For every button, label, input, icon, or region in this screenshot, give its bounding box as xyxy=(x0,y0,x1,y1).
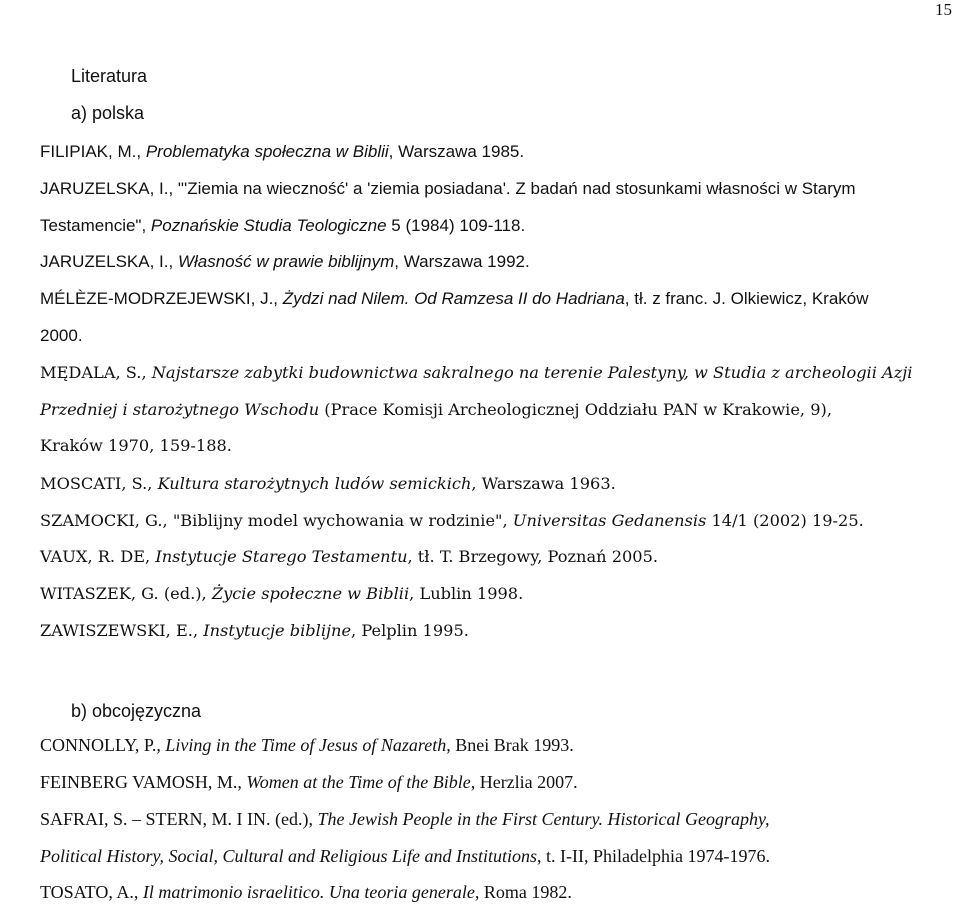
entry-author: VAUX, R. DE xyxy=(40,547,146,566)
entry-line xyxy=(40,208,960,245)
bibliography-entry xyxy=(40,281,960,354)
bibliography-entry xyxy=(40,613,960,650)
entry-author: CONNOLLY, P. xyxy=(40,735,157,755)
entry-title: Instytucje Starego Testamentu xyxy=(155,547,408,566)
entry-publication: , Warszawa 1985. xyxy=(388,142,525,161)
entry-publication: , tł. T. Brzegowy, Poznań 2005. xyxy=(407,547,659,566)
entry-author: WITASZEK, G. xyxy=(40,584,159,603)
bibliography-entry xyxy=(40,134,960,171)
entry-publication: 5 (1984) 109-118. xyxy=(386,215,526,235)
entry-title: Kultura starożytnych ludów semickich xyxy=(157,474,472,493)
entry-line xyxy=(40,355,960,392)
entry-author: SAFRAI, S. – STERN, M. I IN. xyxy=(40,809,271,829)
bibliography-entry xyxy=(40,874,960,911)
bibliography-entry xyxy=(40,355,960,465)
bibliography-entry xyxy=(40,503,960,540)
entry-separator: , xyxy=(136,142,146,161)
entry-article-title: , "'Ziemia na wieczność' a 'ziemia posiadana'. Z badań nad stosunkami własności w Starym xyxy=(168,179,856,198)
entry-title: Najstarsze zabytki budownictwa sakralnego na terenie Palestyny, w Studia z archeologii Azji xyxy=(151,363,913,382)
entry-title: The Jewish People in the First Century. Historical Geography, xyxy=(317,809,770,829)
entry-article-title: Testamencie", xyxy=(40,215,151,235)
entry-title: Życie społeczne w Biblii xyxy=(211,584,410,603)
bibliography-entry xyxy=(40,171,960,244)
entry-editor-note: (ed.), xyxy=(158,584,212,603)
entry-separator: , xyxy=(192,621,204,640)
entry-publication: , Bnei Brak 1993. xyxy=(446,735,574,755)
section-title: Literatura xyxy=(71,66,148,86)
entry-author: JARUZELSKA, I. xyxy=(40,252,169,271)
entry-publication: 14/1 (2002) 19-25. xyxy=(706,511,864,530)
entry-separator: , xyxy=(168,252,178,271)
entry-journal: Poznańskie Studia Teologiczne xyxy=(150,215,387,235)
entry-publication: , tł. z franc. J. Olkiewicz, Kraków xyxy=(624,289,869,308)
entry-line xyxy=(40,171,960,208)
entry-title: Women at the Time of the Bible xyxy=(246,772,471,792)
bibliography-entry xyxy=(40,466,960,503)
entry-line: Kraków 1970, 159-188. xyxy=(40,436,232,456)
bibliography-entry xyxy=(40,801,960,874)
entry-line xyxy=(40,392,960,429)
bibliography-entry xyxy=(40,539,960,576)
entry-author: MOSCATI, S. xyxy=(40,474,148,493)
entry-publication: , Roma 1982. xyxy=(474,882,572,902)
entry-author: FILIPIAK, M. xyxy=(40,142,137,161)
entry-separator: , xyxy=(147,474,158,493)
entry-title: Przedniej i starożytnego Wschodu xyxy=(40,399,320,419)
subsection-heading-foreign: b) obcojęzyczna xyxy=(71,701,202,721)
page-number: 15 xyxy=(935,0,952,19)
entry-author: TOSATO, A. xyxy=(40,882,134,902)
bibliography-entry xyxy=(40,727,960,764)
bibliography-entry xyxy=(40,576,960,613)
entry-line xyxy=(40,838,960,875)
entry-author: FEINBERG VAMOSH, M. xyxy=(40,772,238,792)
entry-series: (Prace Komisji Archeologicznej Oddziału PAN w Krakowie, 9), xyxy=(319,399,832,419)
entry-publication: , Herzlia 2007. xyxy=(470,772,578,792)
entry-separator: , xyxy=(145,547,156,566)
bibliography-entry xyxy=(40,244,960,281)
entry-publication: , Lublin 1998. xyxy=(409,584,524,603)
entry-title: Instytucje biblijne xyxy=(203,621,352,640)
entry-separator: , xyxy=(156,735,166,755)
entry-separator: , xyxy=(141,363,152,382)
entry-separator: , xyxy=(273,289,283,308)
entry-separator: , xyxy=(133,882,143,902)
entry-line xyxy=(40,801,960,838)
entry-title: Żydzi nad Nilem. Od Ramzesa II do Hadriana xyxy=(282,289,625,308)
entry-author: JARUZELSKA, I. xyxy=(40,179,169,198)
entry-separator: , xyxy=(237,772,247,792)
entry-line xyxy=(40,281,960,318)
entry-author: MĘDALA, S. xyxy=(40,363,142,382)
entry-author: MÉLÈZE-MODRZEJEWSKI, J. xyxy=(40,289,274,308)
entry-publication: , t. I-II, Philadelphia 1974-1976. xyxy=(537,845,770,866)
entry-journal: Universitas Gedanensis xyxy=(512,511,707,530)
entry-title: Własność w prawie biblijnym xyxy=(177,252,395,271)
entry-publication: , Warszawa 1992. xyxy=(394,252,530,271)
entry-author: ZAWISZEWSKI, E. xyxy=(40,621,193,640)
entry-title: Living in the Time of Jesus of Nazareth xyxy=(165,735,447,755)
entry-author: SZAMOCKI, G. xyxy=(40,511,163,530)
entry-title: Political History, Social, Cultural and Religious Life and Institutions xyxy=(40,845,538,866)
entry-line: 2000. xyxy=(40,325,83,345)
entry-title: Problematyka społeczna w Biblii xyxy=(145,142,389,161)
bibliography-entry xyxy=(40,764,960,801)
subsection-heading-polish: a) polska xyxy=(71,103,145,123)
entry-editor-note: (ed.), xyxy=(270,809,318,829)
entry-title: Il matrimonio israelitico. Una teoria generale xyxy=(142,882,475,902)
entry-article-title: , "Biblijny model wychowania w rodzinie", xyxy=(162,511,513,530)
entry-publication: , Pelplin 1995. xyxy=(351,621,469,640)
entry-publication: , Warszawa 1963. xyxy=(471,474,616,493)
